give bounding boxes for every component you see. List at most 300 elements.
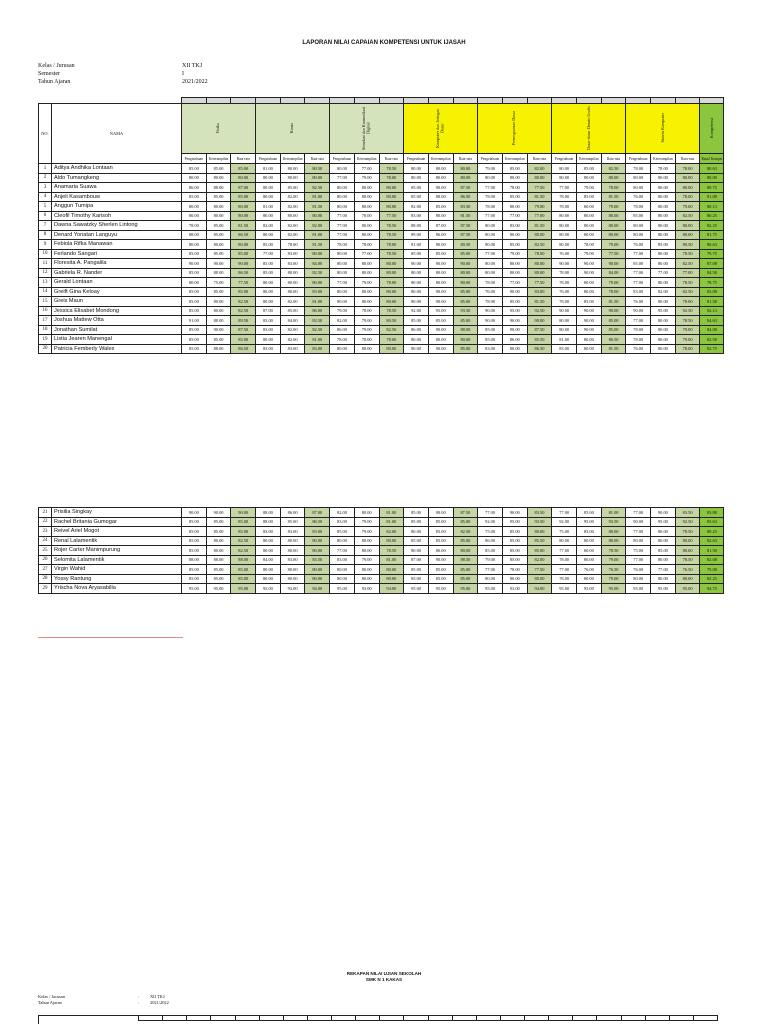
subheader-cell: Keterampilan xyxy=(428,154,453,164)
student-name: Jonathan Sumilat xyxy=(52,325,182,335)
score-cell: 90.00 xyxy=(478,316,503,326)
info-value: 2021/2022 xyxy=(150,999,169,1005)
average-score: 81.00 xyxy=(305,335,330,345)
score-cell: 82.00 xyxy=(280,202,305,212)
score-cell: 79.00 xyxy=(577,249,602,259)
score-cell: 80.00 xyxy=(404,287,429,297)
score-cell: 80.00 xyxy=(354,192,379,202)
score-cell: 90.00 xyxy=(428,508,453,518)
score-cell: 85.00 xyxy=(428,517,453,527)
score-cell: 80.00 xyxy=(404,546,429,556)
score-cell: 78.00 xyxy=(552,574,577,584)
average-score: 79.00 xyxy=(527,202,552,212)
final-score: 83.08 xyxy=(700,287,724,297)
student-name: Listia Jearen Manengal xyxy=(52,335,182,345)
final-score: 84.08 xyxy=(700,325,724,335)
score-cell: 78.00 xyxy=(478,297,503,307)
average-score: 82.50 xyxy=(675,211,700,221)
score-cell: 80.00 xyxy=(428,164,453,174)
average-score: 78.50 xyxy=(675,527,700,537)
score-cell: 77.00 xyxy=(651,565,676,575)
score-cell: 87.00 xyxy=(428,221,453,231)
table-row xyxy=(39,192,724,202)
score-cell: 85.00 xyxy=(478,335,503,345)
score-cell: 85.00 xyxy=(182,574,207,584)
score-cell: 83.00 xyxy=(280,259,305,269)
score-cell: 77.00 xyxy=(626,249,651,259)
score-cell: 95.00 xyxy=(256,584,281,594)
score-cell: 77.00 xyxy=(478,211,503,221)
row-number: 2 xyxy=(39,173,52,183)
score-cell: 80.00 xyxy=(651,297,676,307)
score-cell: 88.00 xyxy=(182,230,207,240)
score-cell: 80.00 xyxy=(478,240,503,250)
score-cell: 83.00 xyxy=(478,344,503,354)
score-cell: 80.00 xyxy=(256,173,281,183)
average-score: 81.50 xyxy=(601,297,626,307)
score-cell: 95.00 xyxy=(651,306,676,316)
score-cell: 85.00 xyxy=(502,192,527,202)
average-score: 85.00 xyxy=(453,316,478,326)
average-score: 88.50 xyxy=(453,555,478,565)
student-name: Gerald Lontaan xyxy=(52,278,182,288)
score-cell: 75.00 xyxy=(552,527,577,537)
score-cell: 85.00 xyxy=(280,306,305,316)
score-cell: 78.00 xyxy=(502,565,527,575)
score-cell: 90.00 xyxy=(428,183,453,193)
average-score: 77.50 xyxy=(527,278,552,288)
score-cell: 90.00 xyxy=(552,306,577,316)
average-score: 82.50 xyxy=(231,536,256,546)
score-cell: 90.00 xyxy=(206,508,231,518)
average-score: 84.00 xyxy=(601,268,626,278)
score-cell: 80.00 xyxy=(182,202,207,212)
student-name: Anjeli Kasambouw xyxy=(52,192,182,202)
average-score: 85.00 xyxy=(231,565,256,575)
subheader-cell: Rata-rata xyxy=(601,154,626,164)
average-score: 78.00 xyxy=(379,240,404,250)
info-label: Kelas / Jurusan xyxy=(38,63,75,69)
score-cell: 84.00 xyxy=(256,555,281,565)
average-score: 87.50 xyxy=(453,230,478,240)
score-cell: 80.00 xyxy=(206,240,231,250)
average-score: 80.00 xyxy=(379,565,404,575)
score-cell: 90.00 xyxy=(577,316,602,326)
score-cell: 80.00 xyxy=(354,574,379,584)
average-score: 82.50 xyxy=(453,527,478,537)
student-name: Rachel Britania Gumogar xyxy=(52,517,182,527)
score-cell: 78.00 xyxy=(651,164,676,174)
score-cell: 80.00 xyxy=(502,173,527,183)
subject-header: Kompetensi xyxy=(700,104,724,154)
table-row xyxy=(39,297,724,307)
score-cell: 80.00 xyxy=(428,278,453,288)
score-cell: 77.00 xyxy=(502,211,527,221)
table-row xyxy=(39,202,724,212)
student-name: Patricia Femberly Wales xyxy=(52,344,182,354)
final-score: 78.75 xyxy=(700,278,724,288)
average-score: 85.00 xyxy=(231,527,256,537)
score-cell: 85.00 xyxy=(502,297,527,307)
score-cell: 80.00 xyxy=(330,287,355,297)
average-score: 79.00 xyxy=(601,240,626,250)
score-cell: 80.00 xyxy=(577,230,602,240)
average-score: 80.00 xyxy=(453,546,478,556)
average-score: 81.50 xyxy=(527,192,552,202)
average-score: 78.00 xyxy=(675,297,700,307)
score-cell: 80.00 xyxy=(577,202,602,212)
row-number: 5 xyxy=(39,202,52,212)
average-score: 77.50 xyxy=(527,565,552,575)
row-number: 4 xyxy=(39,192,52,202)
grade-table-bottom xyxy=(38,507,724,594)
average-score: 80.00 xyxy=(305,536,330,546)
row-number: 21 xyxy=(39,508,52,518)
score-cell: 77.00 xyxy=(354,164,379,174)
final-score: 80.00 xyxy=(700,173,724,183)
score-cell: 76.00 xyxy=(626,297,651,307)
score-cell: 79.00 xyxy=(478,164,503,174)
score-cell: 78.00 xyxy=(354,211,379,221)
score-cell: 80.00 xyxy=(478,221,503,231)
student-name: Greis Maun xyxy=(52,297,182,307)
average-score: 78.00 xyxy=(601,183,626,193)
average-score: 78.50 xyxy=(379,546,404,556)
subheader-cell: Pengetahuan xyxy=(182,154,207,164)
score-cell: 90.00 xyxy=(182,508,207,518)
average-score: 81.00 xyxy=(305,192,330,202)
average-score: 82.50 xyxy=(305,268,330,278)
average-score: 78.00 xyxy=(675,192,700,202)
score-cell: 83.00 xyxy=(330,555,355,565)
score-cell: 93.00 xyxy=(502,584,527,594)
table-row xyxy=(39,259,724,269)
average-score: 82.50 xyxy=(305,183,330,193)
row-number: 12 xyxy=(39,268,52,278)
footer-info xyxy=(38,994,169,1005)
subject-header: Simulasi dan Komunikasi Digital xyxy=(330,104,404,154)
average-score: 87.50 xyxy=(453,221,478,231)
average-score: 80.00 xyxy=(305,565,330,575)
average-score: 80.00 xyxy=(231,202,256,212)
score-cell: 80.00 xyxy=(330,202,355,212)
score-cell: 80.00 xyxy=(354,183,379,193)
average-score: 81.50 xyxy=(527,221,552,231)
subheader-cell: Rata-rata xyxy=(527,154,552,164)
average-score: 85.00 xyxy=(527,546,552,556)
score-cell: 80.00 xyxy=(651,183,676,193)
average-score: 80.50 xyxy=(675,240,700,250)
score-cell: 77.00 xyxy=(552,565,577,575)
student-name: Joshua Mattew Otta xyxy=(52,316,182,326)
score-cell: 92.00 xyxy=(552,517,577,527)
score-cell: 85.00 xyxy=(182,287,207,297)
score-cell: 77.00 xyxy=(552,183,577,193)
average-score: 80.00 xyxy=(601,211,626,221)
score-cell: 85.00 xyxy=(404,517,429,527)
score-cell: 90.00 xyxy=(502,287,527,297)
score-cell: 90.00 xyxy=(502,316,527,326)
score-cell: 77.00 xyxy=(330,230,355,240)
footer-title xyxy=(0,971,768,983)
score-cell: 85.00 xyxy=(256,240,281,250)
score-cell: 82.00 xyxy=(330,508,355,518)
score-cell: 76.00 xyxy=(626,565,651,575)
score-cell: 82.00 xyxy=(330,316,355,326)
average-score: 82.00 xyxy=(379,527,404,537)
score-cell: 90.00 xyxy=(577,306,602,316)
score-cell: 80.00 xyxy=(502,259,527,269)
average-score: 80.00 xyxy=(675,230,700,240)
score-cell: 90.00 xyxy=(404,259,429,269)
score-cell: 90.00 xyxy=(626,517,651,527)
student-name: Aldo Tumangkeng xyxy=(52,173,182,183)
row-number: 27 xyxy=(39,565,52,575)
average-score: 80.00 xyxy=(675,574,700,584)
final-score: 81.08 xyxy=(700,192,724,202)
score-cell: 85.00 xyxy=(577,192,602,202)
score-cell: 82.00 xyxy=(280,325,305,335)
score-cell: 80.00 xyxy=(206,173,231,183)
score-cell: 78.00 xyxy=(552,192,577,202)
score-cell: 80.00 xyxy=(256,192,281,202)
score-cell: 80.00 xyxy=(651,202,676,212)
score-cell: 81.00 xyxy=(256,164,281,174)
score-cell: 85.00 xyxy=(428,536,453,546)
score-cell: 80.00 xyxy=(577,335,602,345)
final-score: 82.25 xyxy=(700,221,724,231)
row-number: 10 xyxy=(39,249,52,259)
score-cell: 80.00 xyxy=(552,173,577,183)
score-cell: 79.00 xyxy=(354,527,379,537)
score-cell: 80.00 xyxy=(552,211,577,221)
average-score: 85.00 xyxy=(231,517,256,527)
average-score: 93.50 xyxy=(601,517,626,527)
student-name: Dawna Sawatzky Sherlen Lintong xyxy=(52,221,182,231)
score-cell: 75.00 xyxy=(626,546,651,556)
average-score: 80.00 xyxy=(675,221,700,231)
subject-header-row xyxy=(39,104,724,154)
score-cell: 79.00 xyxy=(577,183,602,193)
score-cell: 85.00 xyxy=(182,335,207,345)
final-score: 81.58 xyxy=(700,297,724,307)
table-row xyxy=(39,173,724,183)
final-score: 82.08 xyxy=(700,555,724,565)
row-number: 29 xyxy=(39,584,52,594)
score-cell: 85.00 xyxy=(577,297,602,307)
score-cell: 80.00 xyxy=(404,297,429,307)
average-score: 90.00 xyxy=(231,259,256,269)
score-cell: 85.00 xyxy=(182,164,207,174)
table-row xyxy=(39,240,724,250)
score-cell: 80.00 xyxy=(428,211,453,221)
score-cell: 86.00 xyxy=(502,335,527,345)
score-cell: 95.00 xyxy=(552,584,577,594)
score-cell: 75.00 xyxy=(478,527,503,537)
average-score: 81.50 xyxy=(601,344,626,354)
average-score: 90.00 xyxy=(527,316,552,326)
score-cell: 85.00 xyxy=(280,517,305,527)
score-cell: 80.00 xyxy=(651,230,676,240)
average-score: 80.00 xyxy=(379,344,404,354)
no-header: NO. xyxy=(39,104,52,164)
score-cell: 85.00 xyxy=(206,517,231,527)
average-score: 80.00 xyxy=(305,546,330,556)
subheader-cell: Keterampilan xyxy=(280,154,305,164)
score-cell: 80.00 xyxy=(354,287,379,297)
student-name: Yrischa Nova Aryasabilla xyxy=(52,584,182,594)
info-value: 2021/2022 xyxy=(182,79,208,85)
average-score: 80.00 xyxy=(601,536,626,546)
average-score: 81.00 xyxy=(601,508,626,518)
score-cell: 90.00 xyxy=(428,344,453,354)
average-score: 79.00 xyxy=(601,574,626,584)
average-score: 77.50 xyxy=(527,183,552,193)
subheader-cell: Pengetahuan xyxy=(552,154,577,164)
table-row xyxy=(39,316,724,326)
score-cell: 85.00 xyxy=(478,325,503,335)
score-cell: 83.00 xyxy=(330,517,355,527)
score-cell: 77.00 xyxy=(478,565,503,575)
average-score: 80.00 xyxy=(305,211,330,221)
score-cell: 79.00 xyxy=(330,306,355,316)
average-score: 85.00 xyxy=(453,517,478,527)
score-cell: 85.00 xyxy=(206,574,231,584)
table-row xyxy=(39,164,724,174)
average-score: 80.00 xyxy=(379,202,404,212)
average-score: 82.50 xyxy=(305,325,330,335)
score-cell: 85.00 xyxy=(206,249,231,259)
score-cell: 80.00 xyxy=(354,259,379,269)
score-cell: 80.00 xyxy=(577,211,602,221)
average-score: 81.50 xyxy=(305,202,330,212)
average-score: 83.00 xyxy=(527,287,552,297)
table-row xyxy=(39,344,724,354)
student-name: Aditya Andhika Lontaan xyxy=(52,164,182,174)
score-cell: 95.00 xyxy=(502,517,527,527)
average-score: 85.00 xyxy=(453,297,478,307)
score-cell: 88.00 xyxy=(404,221,429,231)
average-score: 76.50 xyxy=(675,565,700,575)
student-name: Reivel Ariel Mogot xyxy=(52,527,182,537)
score-cell: 91.00 xyxy=(182,316,207,326)
student-name: Rojer Carter Manimpurung xyxy=(52,546,182,556)
average-score: 80.00 xyxy=(527,268,552,278)
subject-header: Komputer dan Jaringan Dasar xyxy=(404,104,478,154)
score-cell: 80.00 xyxy=(651,211,676,221)
average-score: 80.00 xyxy=(379,192,404,202)
subheader-cell: Keterampilan xyxy=(502,154,527,164)
score-cell: 77.00 xyxy=(256,249,281,259)
final-score: 82.58 xyxy=(700,335,724,345)
row-number: 28 xyxy=(39,574,52,584)
average-score: 78.00 xyxy=(379,335,404,345)
average-score: 85.00 xyxy=(453,574,478,584)
subject-header: Fisika xyxy=(182,104,256,154)
score-cell: 82.00 xyxy=(404,202,429,212)
subheader-cell: Rata-rata xyxy=(675,154,700,164)
score-cell: 80.00 xyxy=(330,574,355,584)
score-cell: 83.00 xyxy=(256,527,281,537)
score-cell: 80.00 xyxy=(182,278,207,288)
score-cell: 76.00 xyxy=(478,287,503,297)
score-cell: 83.00 xyxy=(280,555,305,565)
score-cell: 80.00 xyxy=(256,536,281,546)
score-cell: 78.00 xyxy=(354,335,379,345)
score-cell: 80.00 xyxy=(577,287,602,297)
score-cell: 90.00 xyxy=(206,259,231,269)
average-score: 87.00 xyxy=(305,508,330,518)
average-score: 80.00 xyxy=(231,240,256,250)
score-cell: 80.00 xyxy=(552,316,577,326)
info-label: Semester xyxy=(38,71,60,77)
score-cell: 78.00 xyxy=(478,192,503,202)
average-score: 92.50 xyxy=(527,306,552,316)
table-row xyxy=(39,565,724,575)
score-cell: 80.00 xyxy=(182,240,207,250)
score-cell: 80.00 xyxy=(552,221,577,231)
average-score: 81.50 xyxy=(231,221,256,231)
score-cell: 78.00 xyxy=(478,278,503,288)
score-cell: 77.00 xyxy=(626,555,651,565)
average-score: 82.50 xyxy=(675,259,700,269)
score-cell: 86.00 xyxy=(478,536,503,546)
average-score: 79.00 xyxy=(675,335,700,345)
score-cell: 80.00 xyxy=(354,508,379,518)
score-cell: 83.00 xyxy=(280,344,305,354)
score-cell: 80.00 xyxy=(256,278,281,288)
average-score: 80.00 xyxy=(453,268,478,278)
score-cell: 76.00 xyxy=(552,287,577,297)
average-score: 85.50 xyxy=(527,536,552,546)
average-score: 77.50 xyxy=(231,278,256,288)
subheader-cell: Pengetahuan xyxy=(330,154,355,164)
score-cell: 83.00 xyxy=(552,344,577,354)
row-number: 15 xyxy=(39,297,52,307)
average-score: 80.00 xyxy=(453,164,478,174)
score-cell: 86.00 xyxy=(182,183,207,193)
average-score: 80.00 xyxy=(379,574,404,584)
average-score: 80.00 xyxy=(527,230,552,240)
final-header: Rata2 Kompet xyxy=(700,154,724,164)
score-cell: 85.00 xyxy=(206,230,231,240)
average-score: 78.50 xyxy=(675,316,700,326)
row-number: 25 xyxy=(39,546,52,556)
score-cell: 78.00 xyxy=(330,335,355,345)
score-cell: 85.00 xyxy=(280,183,305,193)
average-score: 77.50 xyxy=(601,249,626,259)
score-cell: 80.00 xyxy=(577,546,602,556)
score-cell: 80.00 xyxy=(330,192,355,202)
score-cell: 80.00 xyxy=(651,249,676,259)
score-cell: 85.00 xyxy=(577,527,602,537)
footer-subtitle-line: SMK N 1 KAKAS xyxy=(365,977,403,982)
subheader-cell: Rata-rata xyxy=(231,154,256,164)
score-cell: 76.00 xyxy=(552,249,577,259)
score-cell: 85.00 xyxy=(256,268,281,278)
score-cell: 95.00 xyxy=(330,584,355,594)
table-row xyxy=(39,527,724,537)
score-cell: 95.00 xyxy=(428,306,453,316)
score-cell: 78.00 xyxy=(182,221,207,231)
average-score: 80.00 xyxy=(305,574,330,584)
score-cell: 85.00 xyxy=(502,240,527,250)
average-score: 80.00 xyxy=(527,527,552,537)
score-cell: 90.00 xyxy=(552,259,577,269)
average-score: 85.00 xyxy=(231,287,256,297)
score-cell: 78.00 xyxy=(354,306,379,316)
average-score: 85.00 xyxy=(231,192,256,202)
